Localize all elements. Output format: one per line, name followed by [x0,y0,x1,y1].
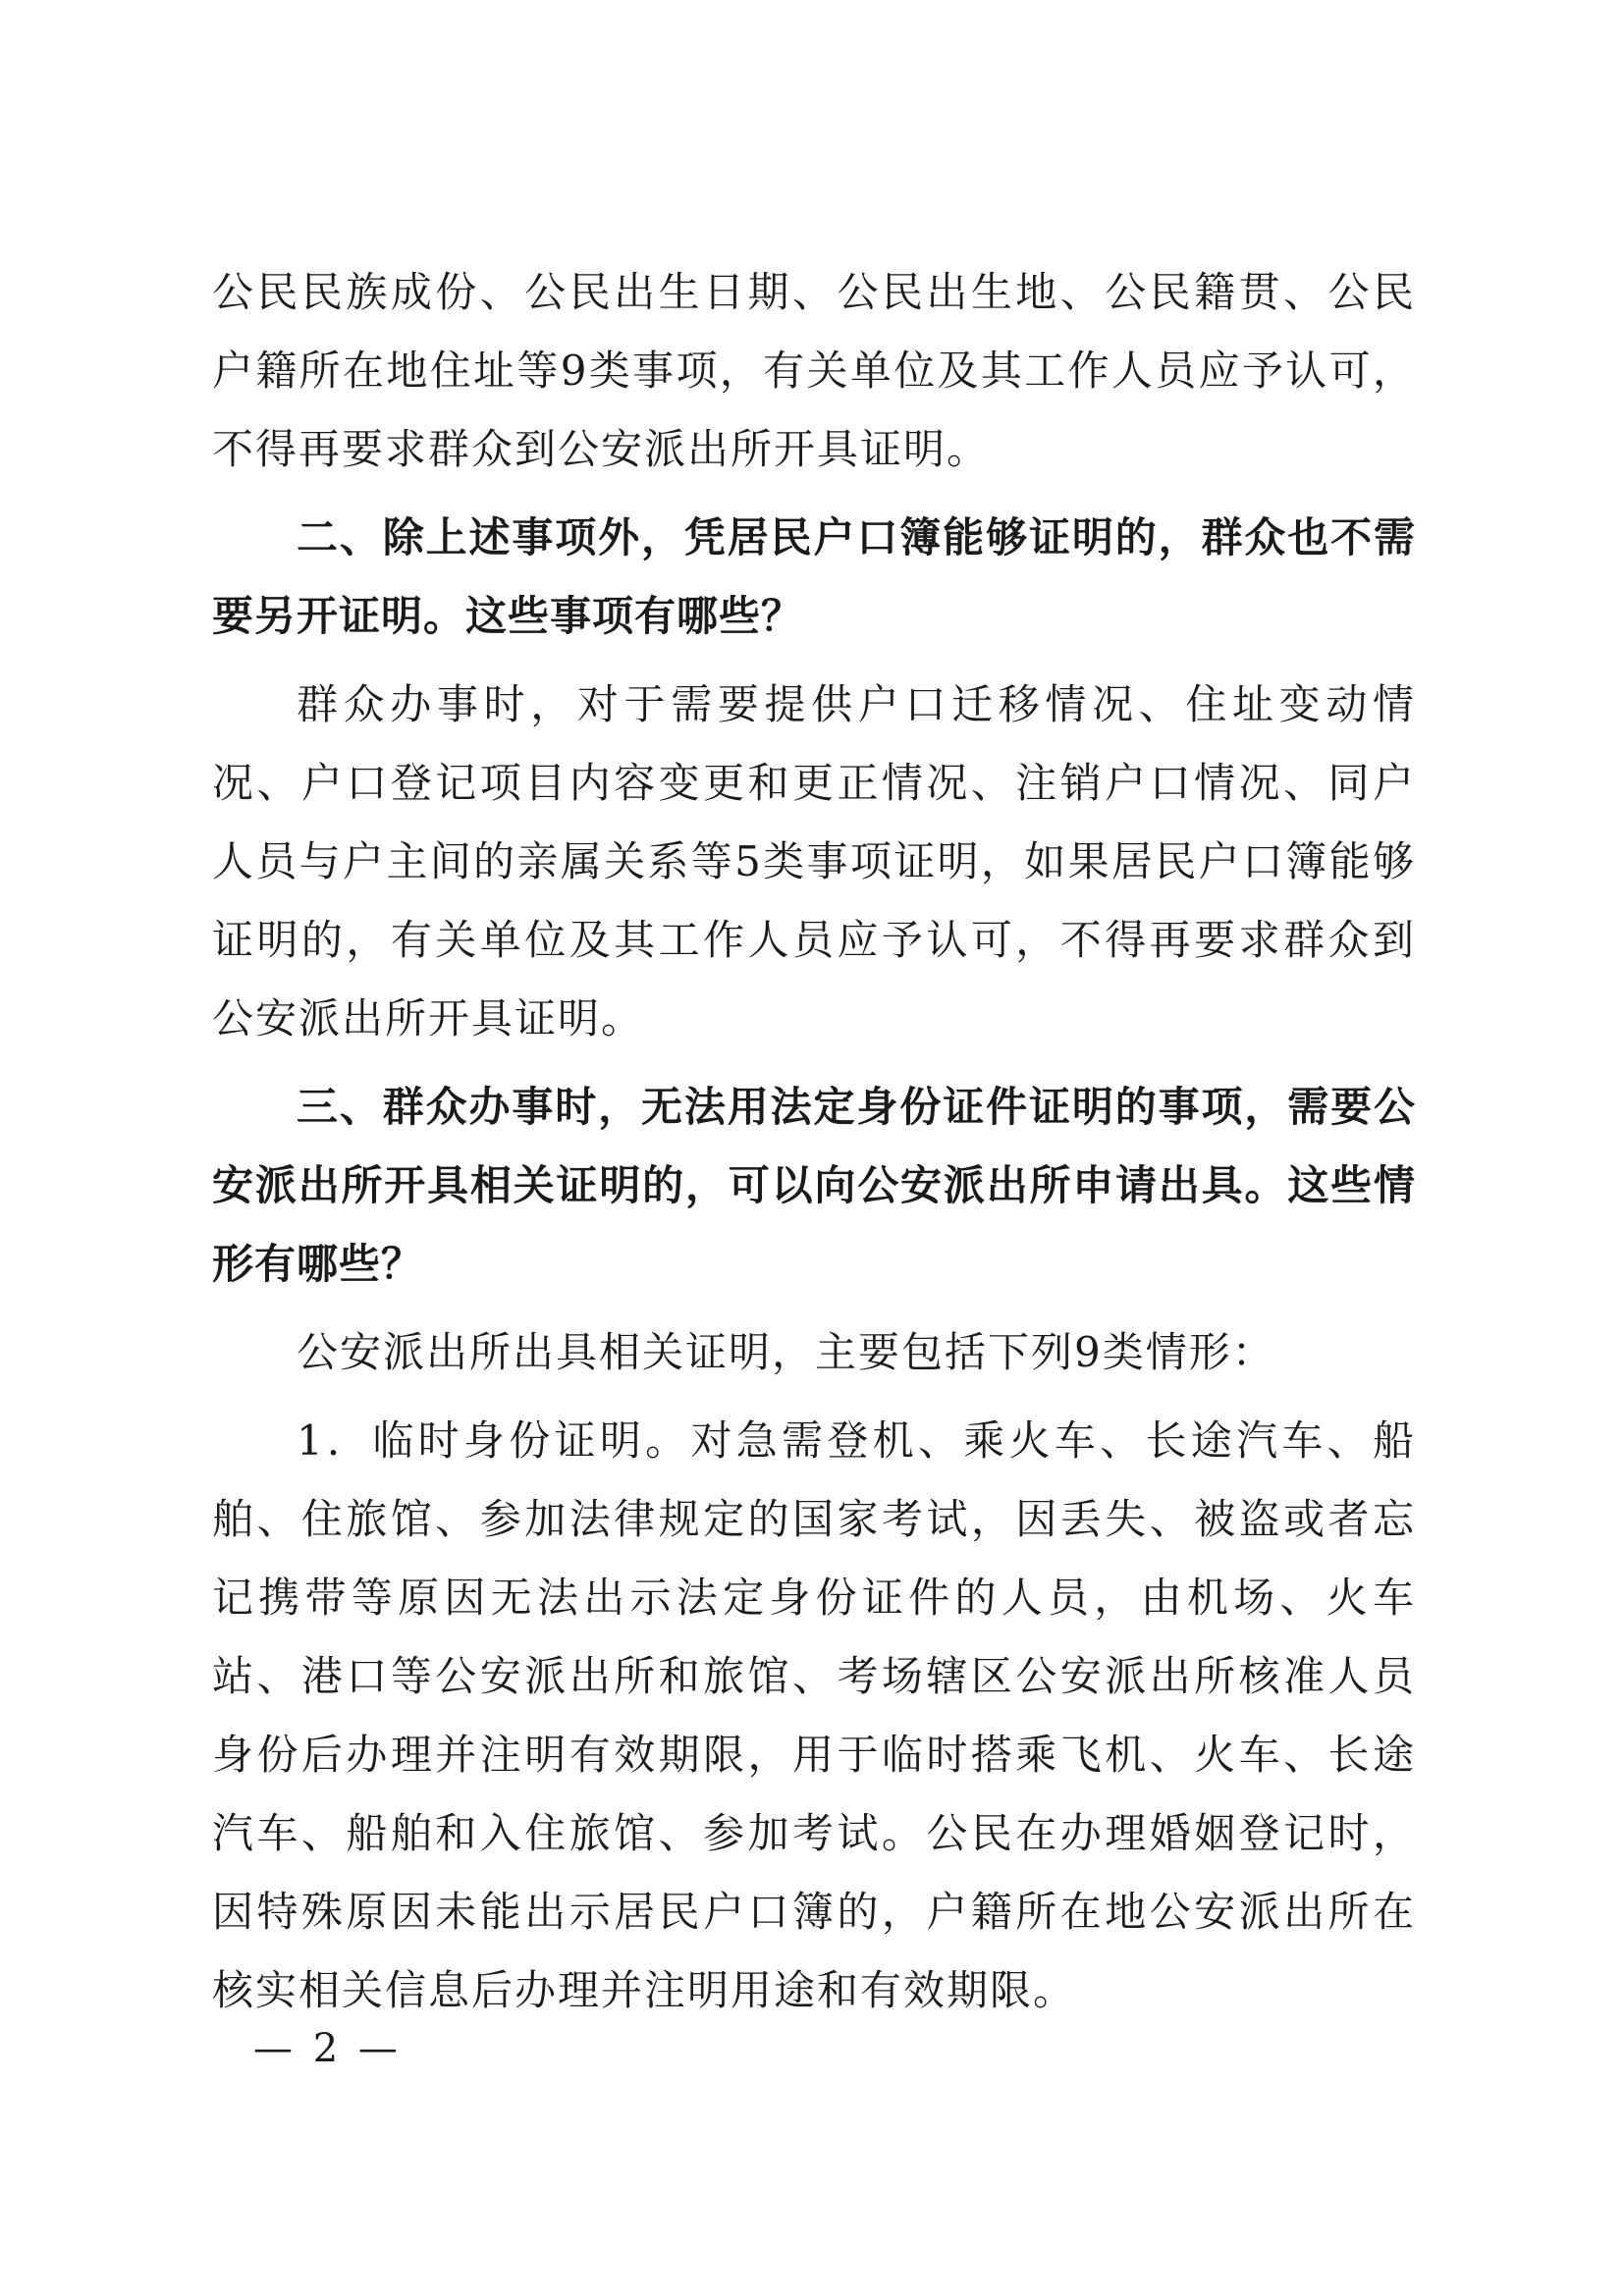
paragraph-certificate-intro: 公安派出所出具相关证明，主要包括下列9类情形： [297,1328,1275,1376]
section-heading-three: 三、群众办事时，无法用法定身份证件证明的事项，需要公安派出所开具相关证明的，可以向公安派出所申请出具。这些情形有哪些？ [212,1083,1416,1288]
paragraph-household-register: 群众办事时，对于需要提供户口迁移情况、住址变动情况、户口登记项目内容变更和更正情况、注销户口情况、同户人员与户主间的亲属关系等5类事项证明，如果居民户口簿能够证明的，有关单位及其工作人员应予认可，不得再要求群众到公安派出所开具证明。 [212,680,1416,1042]
document-body [212,253,1416,2030]
section-heading-two: 二、除上述事项外，凭居民户口簿能够证明的，群众也不需要另开证明。这些事项有哪些？ [212,513,1416,640]
paragraph-continuation: 公民民族成份、公民出生日期、公民出生地、公民籍贯、公民户籍所在地住址等9类事项，有关单位及其工作人员应予认可，不得再要求群众到公安派出所开具证明。 [212,268,1416,473]
paragraph-temporary-id: 1．临时身份证明。对急需登机、乘火车、长途汽车、船舶、住旅馆、参加法律规定的国家考试，因丢失、被盗或者忘记携带等原因无法出示法定身份证件的人员，由机场、火车站、港口等公安派出所和旅馆、考场辖区公安派出所核准人员身份后办理并注明有效期限，用于临时搭乘飞机、火车、长途汽车、船舶和入住旅馆、参加考试。公民在办理婚姻登记时，因特殊原因未能出示居民户口簿的，户籍所在地公安派出所在核实相关信息后办理并注明用途和有效期限。 [212,1416,1416,2014]
page-number: — 2 — [253,2026,402,2071]
